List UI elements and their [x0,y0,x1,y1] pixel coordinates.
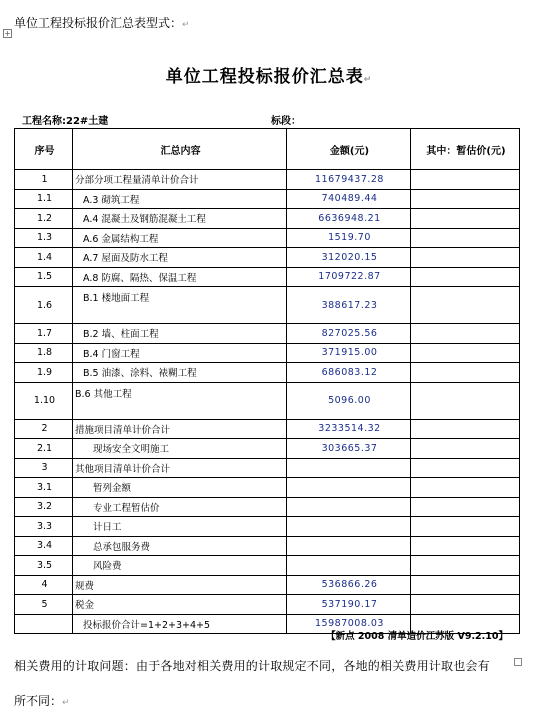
row-no: 1.3 [15,228,73,248]
row-amount: 11679437.28 [287,170,411,190]
row-provisional [411,267,520,287]
row-amount: 1519.70 [287,228,411,248]
row-no: 3 [15,458,73,478]
row-amount: 5096.00 [287,382,411,419]
table-row [15,595,520,615]
row-no: 1.10 [15,382,73,419]
row-no: 1.4 [15,248,73,268]
row-content: B.6 其他工程 [73,382,287,419]
row-content: 专业工程暂估价 [73,497,287,517]
row-no: 2.1 [15,439,73,459]
row-content: 分部分项工程量清单计价合计 [73,170,287,190]
table-row [15,228,520,248]
table-row [15,536,520,556]
row-content: 规费 [73,575,287,595]
summary-table [14,128,520,634]
table-row [15,556,520,576]
row-provisional [411,248,520,268]
table-row [15,209,520,229]
table-row [15,287,520,324]
row-no: 3.5 [15,556,73,576]
table-row [15,439,520,459]
row-no: 1.5 [15,267,73,287]
row-provisional [411,478,520,498]
row-amount: 303665.37 [287,439,411,459]
row-content: A.8 防腐、隔热、保温工程 [73,267,287,287]
table-row [15,189,520,209]
row-provisional [411,458,520,478]
row-content: 投标报价合计=1+2+3+4+5 [73,614,287,634]
row-content: A.3 砌筑工程 [73,189,287,209]
row-provisional [411,497,520,517]
row-no: 3.4 [15,536,73,556]
table-row [15,343,520,363]
paragraph-line-2: 所不同：↵ [14,694,70,708]
row-no: 1.7 [15,324,73,344]
project-info-line [22,112,522,127]
table-row [15,517,520,537]
row-amount: 6636948.21 [287,209,411,229]
row-content: B.2 墙、柱面工程 [73,324,287,344]
row-no: 1 [15,170,73,190]
table-row [15,497,520,517]
row-provisional [411,170,520,190]
row-provisional [411,419,520,439]
row-amount [287,517,411,537]
row-amount: 3233514.32 [287,419,411,439]
intro-line: 单位工程投标报价汇总表型式：↵ [14,16,190,30]
row-provisional [411,287,520,324]
row-content: 暂列金额 [73,478,287,498]
row-content: A.7 屋面及防水工程 [73,248,287,268]
header-no: 序号 [15,129,73,170]
row-provisional [411,189,520,209]
row-amount: 537190.17 [287,595,411,615]
project-value: 22#土建 [66,116,109,127]
table-row [15,363,520,383]
table-row [15,419,520,439]
row-provisional [411,575,520,595]
row-content: 税金 [73,595,287,615]
table-header-row [15,129,520,170]
row-no: 4 [15,575,73,595]
paragraph-mark-icon [514,658,522,666]
row-content: A.6 金属结构工程 [73,228,287,248]
row-amount [287,536,411,556]
paragraph-line-1: 相关费用的计取问题：由于各地对相关费用的计取规定不同，各地的相关费用计取也会有 [14,659,490,673]
row-provisional [411,363,520,383]
row-no: 3.3 [15,517,73,537]
row-provisional [411,536,520,556]
row-no: 3.1 [15,478,73,498]
row-amount: 312020.15 [287,248,411,268]
table-row [15,248,520,268]
row-content: B.5 油漆、涂料、裱糊工程 [73,363,287,383]
row-no: 1.2 [15,209,73,229]
row-provisional [411,343,520,363]
row-content: B.4 门窗工程 [73,343,287,363]
row-content: A.4 混凝土及钢筋混凝土工程 [73,209,287,229]
row-provisional [411,324,520,344]
row-no: 1.1 [15,189,73,209]
row-content: 现场安全文明施工 [73,439,287,459]
row-content: 计日工 [73,517,287,537]
document-title: 单位工程投标报价汇总表↵ [165,67,373,87]
row-amount: 740489.44 [287,189,411,209]
table-move-handle-icon[interactable]: + [4,29,11,38]
table-row [15,478,520,498]
table-row [15,170,520,190]
row-amount [287,497,411,517]
row-no: 3.2 [15,497,73,517]
table-row [15,575,520,595]
table-row [15,324,520,344]
row-no: 1.8 [15,343,73,363]
header-content: 汇总内容 [73,129,287,170]
row-no: 5 [15,595,73,615]
row-amount: 1709722.87 [287,267,411,287]
table-row [15,382,520,419]
row-no: 1.9 [15,363,73,383]
row-provisional [411,439,520,459]
software-brand: 【新点 2008 清单造价江苏版 V9.2.10】 [326,631,508,642]
row-content: 其他项目清单计价合计 [73,458,287,478]
row-provisional [411,517,520,537]
section-label: 标段： [271,116,301,127]
row-amount: 827025.56 [287,324,411,344]
table-row [15,458,520,478]
row-provisional [411,595,520,615]
row-provisional [411,209,520,229]
row-provisional [411,556,520,576]
row-provisional [411,382,520,419]
table-row [15,267,520,287]
row-amount: 388617.23 [287,287,411,324]
row-amount: 15987008.03 [287,614,411,634]
row-amount: 371915.00 [287,343,411,363]
row-provisional [411,228,520,248]
table-body [15,170,520,634]
row-content: B.1 楼地面工程 [73,287,287,324]
header-provisional: 其中：暂估价(元) [411,129,520,170]
row-amount: 686083.12 [287,363,411,383]
row-no: 1.6 [15,287,73,324]
row-content: 措施项目清单计价合计 [73,419,287,439]
row-amount [287,556,411,576]
header-amount: 金额(元) [287,129,411,170]
row-content: 总承包服务费 [73,536,287,556]
row-content: 风险费 [73,556,287,576]
row-no: 2 [15,419,73,439]
row-amount [287,478,411,498]
row-amount [287,458,411,478]
project-label: 工程名称: [22,116,66,127]
row-amount: 536866.26 [287,575,411,595]
